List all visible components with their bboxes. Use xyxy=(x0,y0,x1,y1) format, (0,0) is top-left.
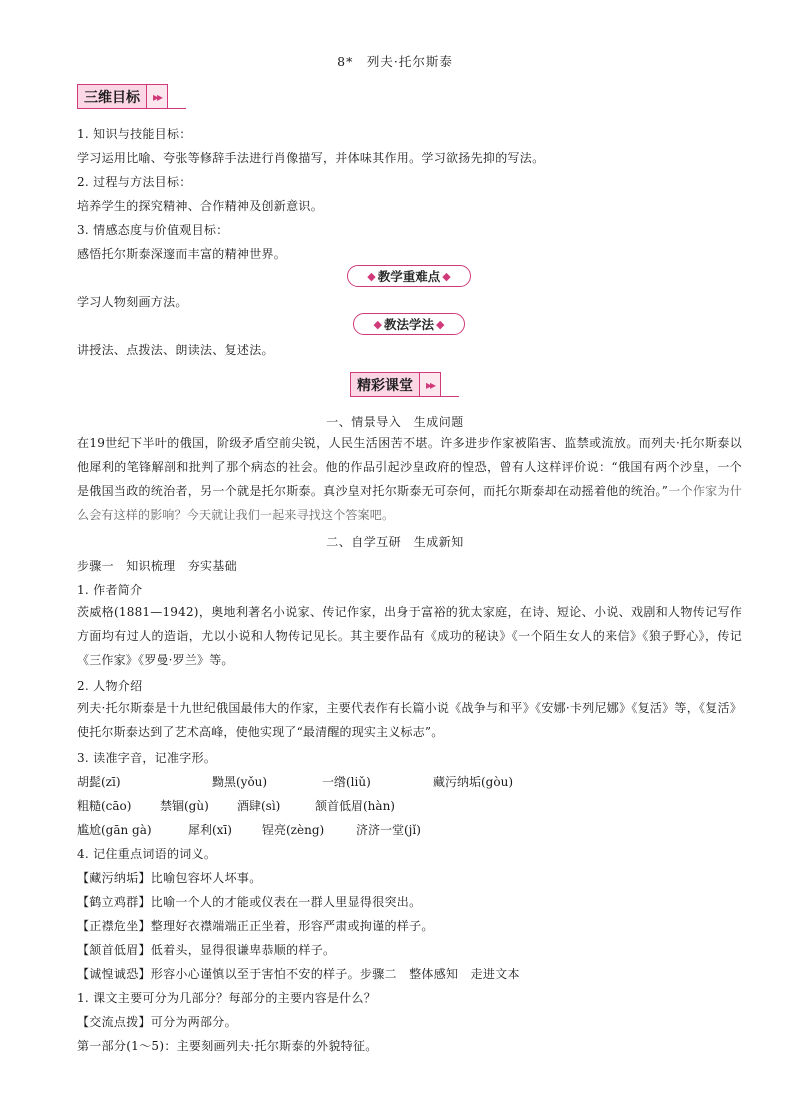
methods-text: 讲授法、点拨法、朗读法、复述法。 xyxy=(77,343,274,357)
vocab-item: 【颔首低眉】低着头，显得很谦卑恭顺的样子。 xyxy=(77,943,336,957)
pill-header-methods xyxy=(353,313,465,335)
diamond-arrow-icon: ◆ xyxy=(367,269,376,283)
diamond-arrow-icon: ◆ xyxy=(436,317,445,331)
goal-line: 1. 知识与技能目标： xyxy=(77,127,192,141)
goal-line: 培养学生的探究精神、合作精神及创新意识。 xyxy=(77,199,324,213)
answer: 【交流点拨】可分为两部分。 xyxy=(77,1015,237,1029)
vocab-item: 【诚惶诚恐】形容小心谨慎以至于害怕不安的样子。步骤二 整体感知 走进文本 xyxy=(77,967,520,981)
diamond-arrow-icon: ◆ xyxy=(442,269,451,283)
subsection-title: 一、情景导入 生成问题 xyxy=(326,415,464,429)
author-paragraph: 茨威格(1881—1942)，奥地利著名小说家、传记作家，出身于富裕的犹太家庭，在诗、短论、小说、戏剧和人物传记写作方面均有过人的造诣，尤以小说和人物传记见长。其主要作品有《成功的秘诀》《一个陌生女人的来信》《狼子野心》，传记《三作家》《罗曼·罗兰》等。 xyxy=(77,605,742,667)
header-underline xyxy=(77,108,186,109)
pron-item: 粗糙(cāo) xyxy=(77,799,132,813)
intro-question: 一个作家为什么会有这样的影响？今天就让我们一起来寻找这个答案吧。 xyxy=(77,484,742,522)
answer-part: 第一部分(1～5)：主要刻画列夫·托尔斯泰的外貌特征。 xyxy=(77,1039,378,1053)
pron-item: 禁锢(gù) xyxy=(160,799,209,813)
keypoints-text: 学习人物刻画方法。 xyxy=(77,295,188,309)
pron-item: 藏污纳垢(gòu) xyxy=(433,775,513,789)
intro-text: 在19世纪下半叶的俄国，阶级矛盾空前尖锐，人民生活困苦不堪。许多进步作家被陷害、监禁或流放。而列夫·托尔斯泰以他犀利的笔锋解剖和批判了那个病态的社会。他的作品引起沙皇政府的惶恐，曾有人这样评价说：“俄国有两个沙皇，一个是俄国当政的统治者，另一个就是托尔斯泰。真沙皇对托尔斯泰无可奈何，而托尔斯泰却在动摇着他的统治。” xyxy=(77,436,742,498)
item-heading: 1. 作者简介 xyxy=(77,583,143,597)
section-header-goals xyxy=(77,84,168,109)
double-arrow-icon: ▸▸ xyxy=(426,377,435,392)
header-underline xyxy=(350,396,459,397)
pron-item: 黝黑(yǒu) xyxy=(212,775,268,789)
pron-item: 颔首低眉(hàn) xyxy=(315,799,395,813)
item-heading: 4. 记住重点词语的词义。 xyxy=(77,847,217,861)
section-header-class xyxy=(350,372,441,397)
lesson-title: 8* 列夫·托尔斯泰 xyxy=(337,54,453,69)
item-heading: 3. 读准字音，记准字形。 xyxy=(77,751,217,765)
question: 1. 课文主要可分为几部分？每部分的主要内容是什么？ xyxy=(77,991,377,1005)
vocab-item: 【藏污纳垢】比喻包容坏人坏事。 xyxy=(77,871,262,885)
goal-line: 2. 过程与方法目标： xyxy=(77,175,192,189)
goal-line: 学习运用比喻、夸张等修辞手法进行肖像描写，并体味其作用。学习欲扬先抑的写法。 xyxy=(77,151,545,165)
intro-paragraph xyxy=(77,431,742,527)
section-header-label: 精彩课堂 xyxy=(351,373,420,396)
diamond-arrow-icon: ◆ xyxy=(373,317,382,331)
vocab-item: 【正襟危坐】整理好衣襟端端正正坐着，形容严肃或拘谨的样子。 xyxy=(77,919,434,933)
subsection-title: 二、自学互研 生成新知 xyxy=(326,535,464,549)
pron-item: 锃亮(zèng) xyxy=(262,823,325,837)
pron-item: 一绺(liǔ) xyxy=(322,775,371,789)
goal-line: 3. 情感态度与价值观目标： xyxy=(77,223,229,237)
pill-label: 教学重难点 xyxy=(377,269,441,284)
pron-item: 犀利(xī) xyxy=(188,823,232,837)
pill-header-keypoints xyxy=(347,265,471,287)
person-paragraph: 列夫·托尔斯泰是十九世纪俄国最伟大的作家，主要代表作有长篇小说《战争与和平》《安娜·卡列尼娜》《复活》等，《复活》使托尔斯泰达到了艺术高峰，使他实现了“最清醒的现实主义标志”。 xyxy=(77,701,742,739)
goal-line: 感悟托尔斯泰深邃而丰富的精神世界。 xyxy=(77,247,287,261)
pron-item: 酒肆(sì) xyxy=(237,799,281,813)
step-title: 步骤一 知识梳理 夯实基础 xyxy=(77,559,237,573)
pron-item: 尴尬(gān gà) xyxy=(77,823,152,837)
item-heading: 2. 人物介绍 xyxy=(77,679,143,693)
vocab-item: 【鹤立鸡群】比喻一个人的才能或仪表在一群人里显得很突出。 xyxy=(77,895,422,909)
pron-item: 胡髭(zī) xyxy=(77,775,121,789)
section-header-label: 三维目标 xyxy=(78,85,147,108)
double-arrow-icon: ▸▸ xyxy=(153,89,162,104)
pron-item: 济济一堂(jǐ) xyxy=(356,823,421,837)
pill-label: 教法学法 xyxy=(383,317,434,332)
